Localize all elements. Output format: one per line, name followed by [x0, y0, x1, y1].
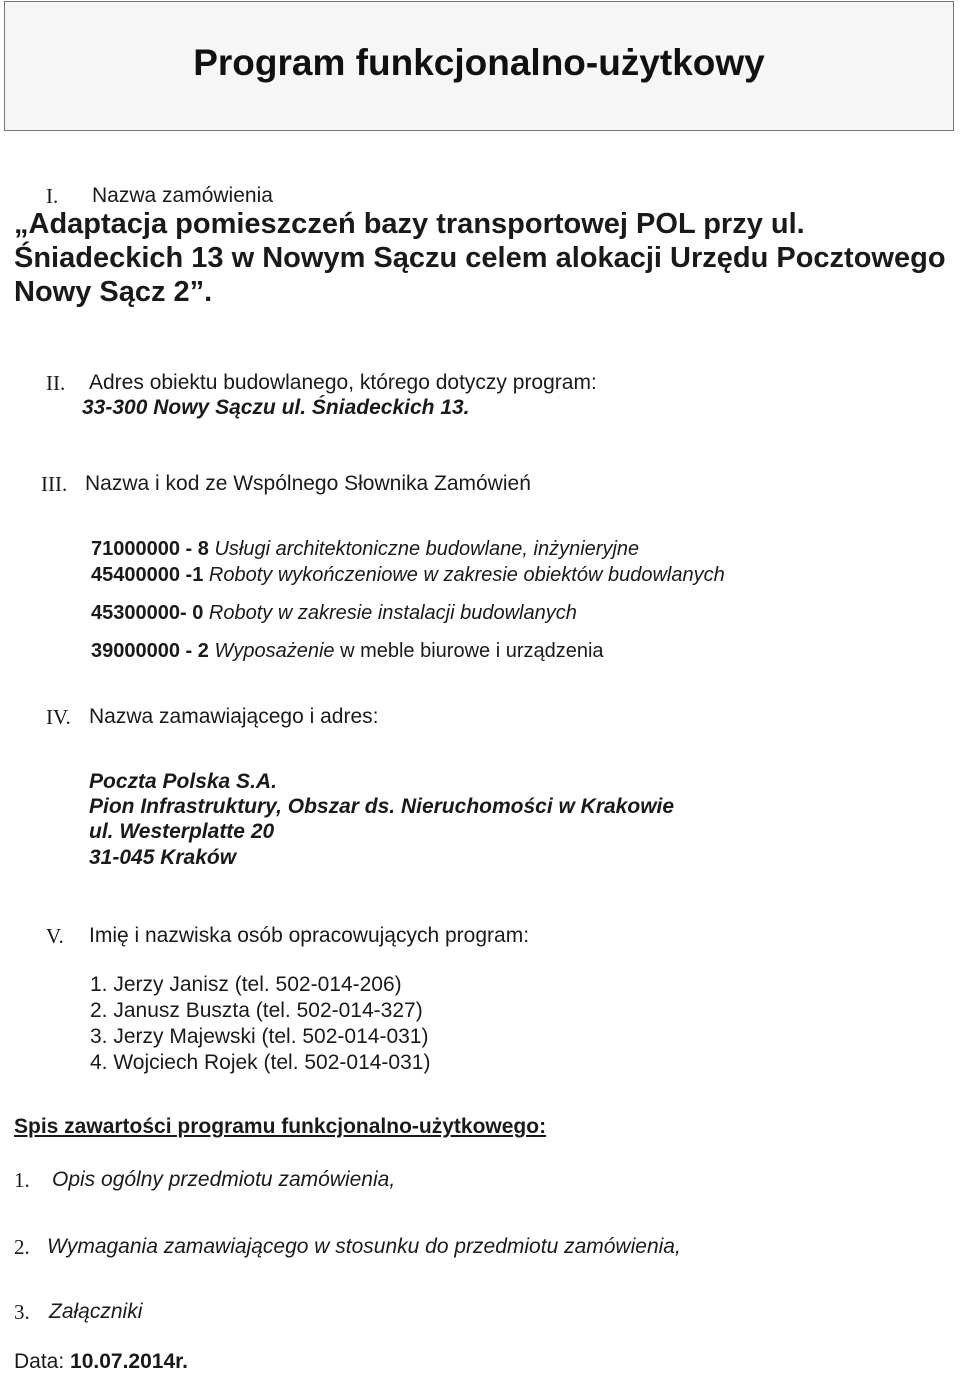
building-address: 33-300 Nowy Sączu ul. Śniadeckich 13. [82, 396, 470, 419]
section-4-number: IV. [46, 705, 71, 729]
investor-line-3: ul. Westerplatte 20 [89, 820, 275, 843]
author-item: 3. Jerzy Majewski (tel. 502-014-031) [90, 1025, 429, 1048]
section-3-label: Nazwa i kod ze Wspólnego Słownika Zamówień [85, 472, 531, 495]
section-4-label: Nazwa zamawiającego i adres: [89, 705, 379, 728]
cpv-description: Usługi architektoniczne budowlane, inżynieryjne [214, 538, 640, 560]
cpv-code-row [91, 640, 604, 663]
section-5-label: Imię i nazwiska osób opracowujących program: [89, 924, 530, 947]
section-5-number: V. [46, 924, 64, 948]
cpv-code: 39000000 - 2 [91, 640, 209, 662]
cpv-code-row [91, 602, 577, 625]
cpv-description-rest: w meble biurowe i urządzenia [334, 640, 604, 662]
date-label: Data: [14, 1350, 71, 1373]
toc-item-number: 3. [14, 1300, 30, 1324]
toc-heading: Spis zawartości programu funkcjonalno-użytkowego: [14, 1115, 547, 1138]
section-2-label: Adres obiektu budowlanego, którego dotyczy program: [89, 371, 597, 394]
document-date [14, 1350, 188, 1374]
cpv-description: Roboty wykończeniowe w zakresie obiektów budowlanych [208, 564, 725, 586]
order-name-line-2: Śniadeckich 13 w Nowym Sączu celem alokacji Urzędu Pocztowego [14, 242, 946, 274]
order-name-line-3: Nowy Sącz 2”. [14, 276, 213, 308]
section-1-number: I. [46, 184, 59, 208]
cpv-description: Wyposażenie [214, 640, 335, 662]
order-name-line-1: „Adaptacja pomieszczeń bazy transportowej POL przy ul. [14, 208, 805, 240]
toc-item-text: Wymagania zamawiającego w stosunku do przedmiotu zamówienia, [47, 1235, 681, 1258]
investor-line-1: Poczta Polska S.A. [89, 770, 277, 793]
investor-line-2: Pion Infrastruktury, Obszar ds. Nieruchomości w Krakowie [89, 795, 675, 818]
toc-item-number: 1. [14, 1168, 30, 1192]
cpv-code-row [91, 564, 725, 587]
section-2-number: II. [46, 371, 66, 395]
section-3-number: III. [41, 472, 68, 496]
cpv-code: 45300000- 0 [91, 602, 204, 624]
investor-line-4: 31-045 Kraków [89, 846, 237, 869]
cpv-code: 45400000 -1 [91, 564, 204, 586]
toc-item-number: 2. [14, 1235, 30, 1259]
author-item: 1. Jerzy Janisz (tel. 502-014-206) [90, 973, 402, 996]
cpv-code-row [91, 538, 639, 561]
cpv-code: 71000000 - 8 [91, 538, 209, 560]
date-value: 10.07.2014r. [70, 1350, 188, 1373]
cpv-description: Roboty w zakresie instalacji budowlanych [208, 602, 577, 624]
author-item: 4. Wojciech Rojek (tel. 502-014-031) [90, 1051, 431, 1074]
toc-item-text: Załączniki [49, 1300, 143, 1323]
section-1-label: Nazwa zamówienia [92, 184, 273, 207]
page-title: Program funkcjonalno-użytkowy [193, 42, 765, 83]
author-item: 2. Janusz Buszta (tel. 502-014-327) [90, 999, 423, 1022]
title-box [4, 1, 954, 131]
toc-item-text: Opis ogólny przedmiotu zamówienia, [52, 1168, 396, 1191]
